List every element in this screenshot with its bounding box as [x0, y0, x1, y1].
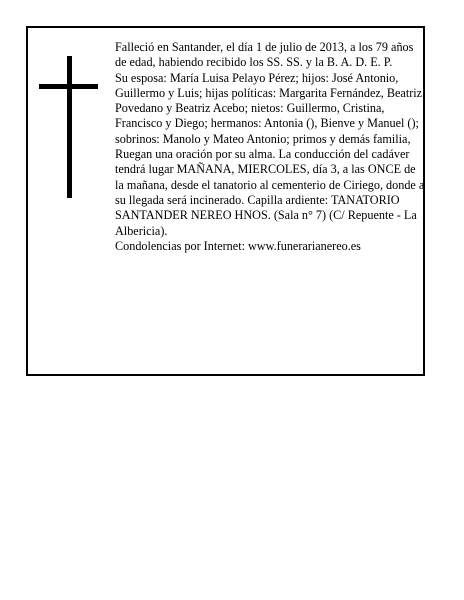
notice-funeral-details: Ruegan una oración por su alma. La conducción del cadáver tendrá lugar MAÑANA, MIERCOLES, día 3, a las ONCE de la mañana, desde el tanatorio al cementerio de Ciriego, donde a su llegada será incinerado. Capilla ardiente: TANATORIO SANTANDER NEREO HNOS. (Sala n° 7) (C/ Repuente - La Albericia). — [115, 147, 425, 238]
obituary-notice — [26, 26, 425, 376]
cross-vertical-bar — [67, 56, 72, 198]
notice-text — [115, 40, 425, 254]
notice-death-announcement: Falleció en Santander, el día 1 de julio de 2013, a los 79 años de edad, habiendo recibido los SS. SS. y la B. A. D. E. P. — [115, 40, 414, 70]
cross-horizontal-bar — [39, 84, 98, 89]
notice-condolences: Condolencias por Internet: www.funerarianereo.es — [115, 238, 361, 253]
notice-family-list: Su esposa: María Luisa Pelayo Pérez; hijos: José Antonio, Guillermo y Luis; hijas políticas: Margarita Fernández, Beatriz Povedano y Beatriz Acebo; nietos: Guillermo, Cristina, Francisco y Diego; hermanos: Antonia (), Bienve y Manuel (); sobrinos: Manolo y Mateo Antonio; primos y demás familia, — [115, 70, 423, 146]
